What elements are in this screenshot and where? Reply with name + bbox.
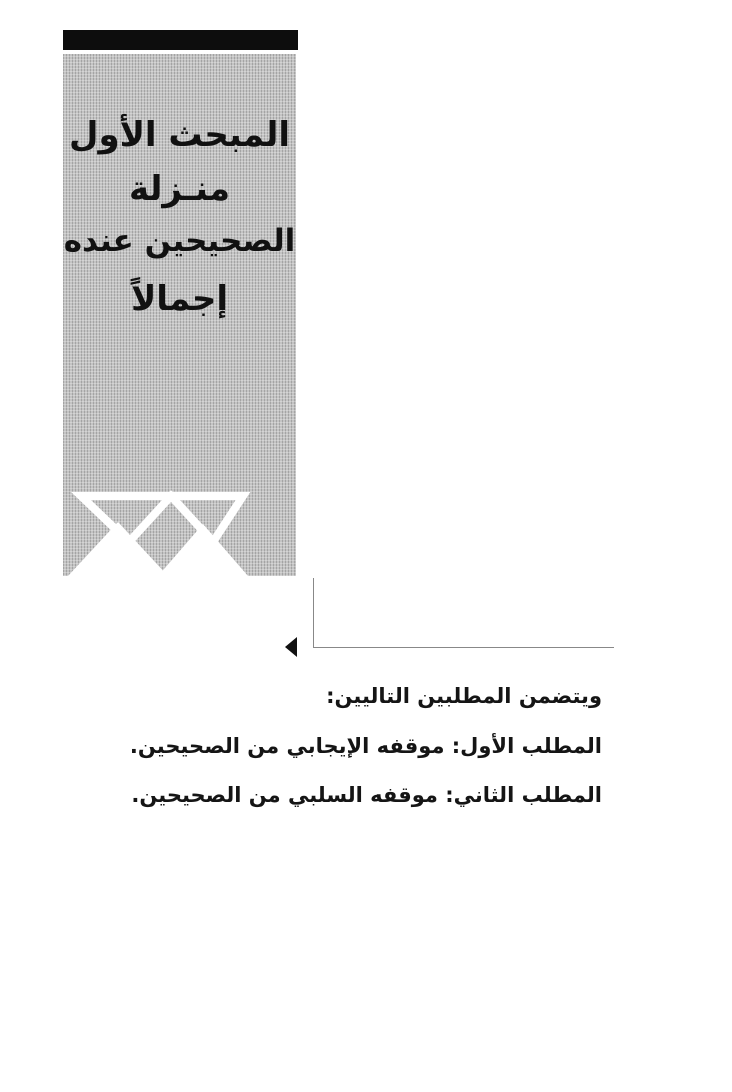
section-item-2: المطلب الثاني: موقفه السلبي من الصحيحين. bbox=[131, 783, 602, 807]
connector-line bbox=[313, 578, 614, 648]
chapter-title-panel bbox=[63, 54, 296, 576]
section-item-1: المطلب الأول: موقفه الإيجابي من الصحيحين. bbox=[129, 734, 602, 758]
chapter-title-line-2: منـزلة bbox=[128, 169, 231, 209]
arrow-left-icon bbox=[285, 637, 297, 657]
chapter-title-line-3: الصحيحين عنده bbox=[63, 223, 296, 259]
chapter-title-line-4: إجمالاً bbox=[130, 279, 229, 319]
mountains-decoration-icon bbox=[63, 464, 296, 576]
header-bar bbox=[63, 30, 298, 50]
section-intro-text: ويتضمن المطلبين التاليين: bbox=[326, 684, 602, 708]
chapter-title-line-1: المبحث الأول bbox=[68, 115, 291, 155]
